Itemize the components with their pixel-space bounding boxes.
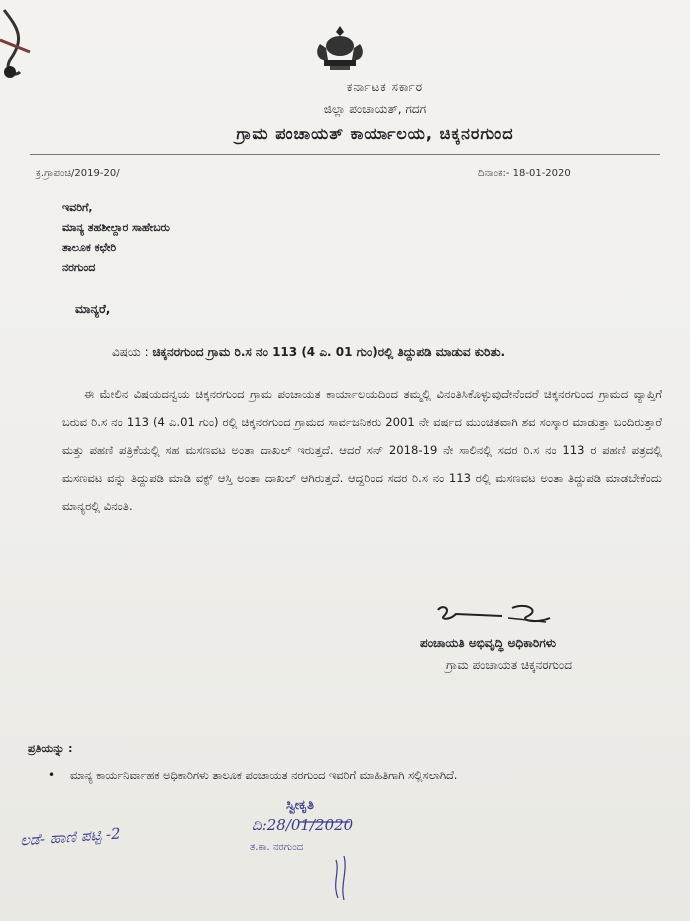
subject-label: ವಿಷಯ : [112,345,149,359]
copy-bullet: • [48,768,56,782]
letter-body: ಈ ಮೇಲಿನ ವಿಷಯದನ್ವಯ ಚಿಕ್ಕನರಗುಂದ ಗ್ರಾಮ ಪಂಚಾಯತ ಕಾರ್ಯಾಲಯದಿಂದ ತಮ್ಮಲ್ಲಿ ವಿನಂತಿಸಿಕೊಳ್ಳುವುದೇನೆಂದರೆ ಚಿಕ್ಕನರಗುಂದ ಗ್ರಾಮದ ವ್ಯಾಪ್ತಿಗೆ ಬರುವ ರಿ.ಸ ನಂ 113 (4 ಎ.01 ಗುಂ) ರಲ್ಲಿ ಚಿಕ್ಕನರಗುಂದ ಗ್ರಾಮದ ಸಾರ್ವಜನಿಕರು 2001 ನೇ ವರ್ಷದ ಮುಂಚಿತವಾಗಿ ಶವ ಸಂಸ್ಕಾರ ಮಾಡುತ್ತಾ ಬಂದಿರುತ್ತಾರೆ ಮತ್ತು ಪಹಣಿ ಪತ್ರಿಕೆಯಲ್ಲಿ ಸಹ ಮಸಣವಟ ಅಂತಾ ದಾಖಲ್ ಇರುತ್ತದೆ. ಆದರೆ ಸನ್ 2018-19 ನೇ ಸಾಲಿನಲ್ಲಿ ಸದರ ರಿ.ಸ ನಂ 113 ರ ಪಹಣಿ ಪತ್ರದಲ್ಲಿ ಮಸಣವಟ ವನ್ನು ತಿದ್ದುಪಡಿ ಮಾಡಿ ವಕ್ಫ್ ಆಸ್ತಿ ಅಂತಾ ದಾಖಲ್ ಆಗಿರುತ್ತದೆ. ಆದ್ದರಿಂದ ಸದರ ರಿ.ಸ ನಂ 113 ರಲ್ಲಿ ಮಸಣವಟ ಅಂತಾ ತಿದ್ದುಪಡಿ ಮಾಡಬೇಕೆಂದು ಮಾನ್ಯರಲ್ಲಿ ವಿನಂತಿ. [62,387,662,513]
received-stamp-date: ದಿ:28/01/2020 [252,816,354,834]
signatory-designation: ಪಂಚಾಯತಿ ಅಭಿವೃದ್ಧಿ ಅಧಿಕಾರಿಗಳು [420,636,557,650]
copy-to-label: ಪ್ರತಿಯನ್ನು : [28,742,73,755]
recipient-block [62,198,170,278]
letter-body-container [62,380,662,520]
letter-date: ದಿನಾಂಕ:- 18-01-2020 [478,168,571,179]
subject-line [112,345,505,360]
copy-to-text: ಮಾನ್ಯ ಕಾರ್ಯನಿರ್ವಾಹಕ ಅಧಿಕಾರಿಗಳು ತಾಲೂಕ ಪಂಚಾಯತ ನರಗುಂದ ಇವರಿಗೆ ಮಾಹಿತಿಗಾಗಿ ಸಲ್ಲಿಸಲಾಗಿದೆ. [70,769,458,782]
district-name: ಜಿಲ್ಲಾ ಪಂಚಾಯತ್, ಗದಗ [323,102,427,116]
paper-clip-icon [0,0,40,90]
header-divider [30,154,660,155]
state-emblem-icon [310,24,370,72]
recipient-line: ಇವರಿಗೆ, [62,201,93,214]
received-stamp-title: ಸ್ವೀಕೃತಿ [286,798,315,813]
subject-text: ಚಿಕ್ಕನರಗುಂದ ಗ್ರಾಮ ರಿ.ಸ ನಂ 113 (4 ಎ. 01 ಗುಂ)ರಲ್ಲಿ ತಿದ್ದುಪಡಿ ಮಾಡುವ ಕುರಿತು. [152,345,506,359]
salutation: ಮಾನ್ಯರೆ, [75,302,111,316]
recipient-line: ಮಾನ್ಯ ತಹಶೀಲ್ದಾರ ಸಾಹೇಬರು [62,221,170,234]
signatory-office: ಗ್ರಾಮ ಪಂಚಾಯತ ಚಿಕ್ಕನರಗುಂದ [446,658,572,672]
signature-icon [432,600,552,632]
recipient-line: ನರಗುಂದ [62,261,96,274]
received-stamp-office: ತ.ಕಾ. ನರಗುಂದ [250,842,304,853]
reference-number: ಕ್ರ.ಗ್ರಾಪಂಚಿ/2019-20/ [36,168,120,179]
office-title: ಗ್ರಾಮ ಪಂಚಾಯತ್ ಕಾರ್ಯಾಲಯ, ಚಿಕ್ಕನರಗುಂದ [236,124,514,143]
govt-name: ಕರ್ನಾಟಕ ಸರ್ಕಾರ [346,80,424,94]
recipient-line: ತಾಲೂಕ ಕಛೇರಿ [62,241,117,254]
handwritten-note: ಲಡೆ- ಹಾಣಿ ಪಟ್ಟಿ -2 [19,824,122,850]
